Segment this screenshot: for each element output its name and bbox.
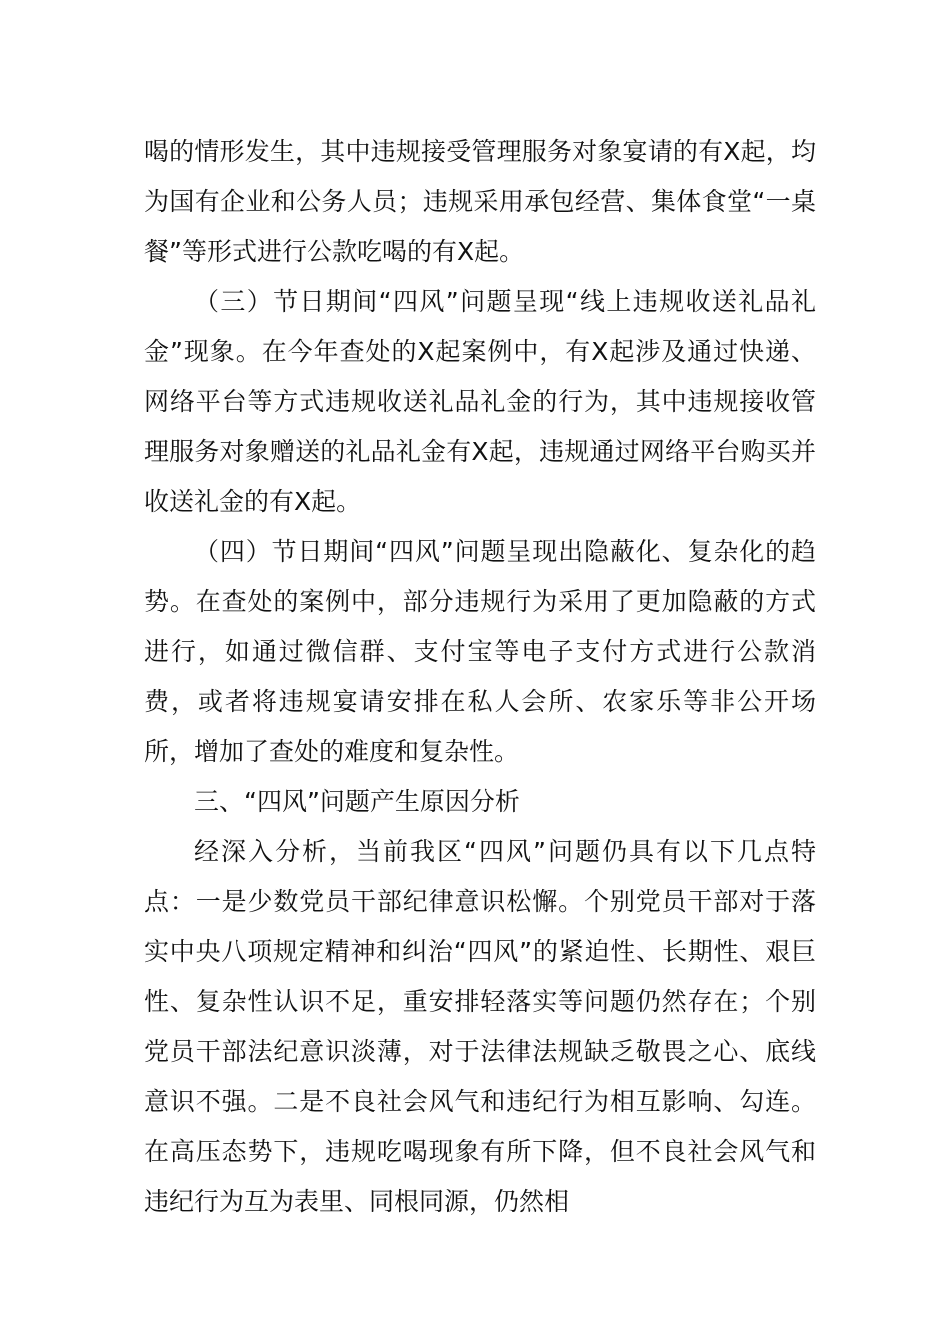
paragraph-section-three: （三）节日期间“四风”问题呈现“线上违规收送礼品礼金”现象。在今年查处的Ⅹ起案例中，有Ⅹ起涉及通过快递、网络平台等方式违规收送礼品礼金的行为，其中违规接收管理服务对象赠送的礼品礼金有Ⅹ起，违规通过网络平台购买并收送礼金的有Ⅹ起。 xyxy=(144,287,816,516)
document-body xyxy=(144,127,816,1227)
section-heading: 三、“四风”问题产生原因分析 xyxy=(194,787,520,816)
paragraph-continuation: 喝的情形发生，其中违规接受管理服务对象宴请的有Ⅹ起，均为国有企业和公务人员；违规采用承包经营、集体食堂“一桌餐”等形式进行公款吃喝的有Ⅹ起。 xyxy=(144,137,816,266)
paragraph-section-four: （四）节日期间“四风”问题呈现出隐蔽化、复杂化的趋势。在查处的案例中，部分违规行为采用了更加隐蔽的方式进行，如通过微信群、支付宝等电子支付方式进行公款消费，或者将违规宴请安排在私人会所、农家乐等非公开场所，增加了查处的难度和复杂性。 xyxy=(144,537,816,766)
paragraph-analysis: 经深入分析，当前我区“四风”问题仍具有以下几点特点：一是少数党员干部纪律意识松懈。个别党员干部对于落实中央八项规定精神和纠治“四风”的紧迫性、长期性、艰巨性、复杂性认识不足，重安排轻落实等问题仍然存在；个别党员干部法纪意识淡薄，对于法律法规缺乏敬畏之心、底线意识不强。二是不良社会风气和违纪行为相互影响、勾连。在高压态势下，违规吃喝现象有所下降，但不良社会风气和违纪行为互为表里、同根同源，仍然相 xyxy=(144,837,816,1216)
